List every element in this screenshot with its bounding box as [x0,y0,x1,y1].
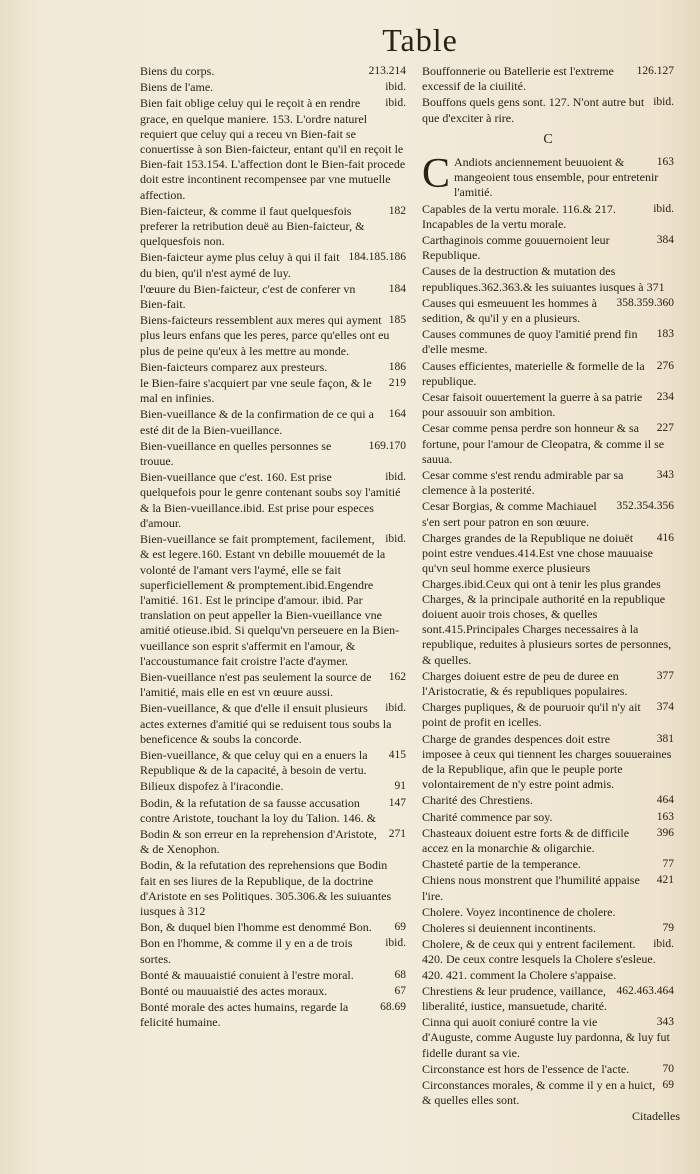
entry-text: Causes efficientes, materielle & formelle de la republique. [422,358,645,388]
page-reference: ibid. [385,97,406,110]
entry-text: Bodin, & la refutation de sa fausse accusation contre Aristote, touchant la loy du Talion. 146. & [140,795,376,825]
entry-text: Biens du corps. [140,64,215,78]
page-reference: 67 [394,984,406,997]
index-entry [422,732,674,793]
page-reference: 219 [388,377,406,390]
index-entry [422,1062,674,1077]
entry-text: Chasteté partie de la temperance. [422,857,581,872]
entry-text: Bien-vueillance se fait promptement, facilement, & est legere.160. Estant vn debille mouuemét de la volonté de l'amant vers l'aymé, elle se fait superficiellement & promptement.ibid.Engendre l'amitié. 161. Est le principe d'amour. ibid. Par translation on peut appeller la Bien-vueillance vne amitié otieuse.ibid. Si quelqu'vn perseuere en la Bien-vueillance son esprit s'affermit en l'amour, & l'accoustumance fait croistre l'acte d'aymer. [140,532,400,668]
index-entry [140,407,406,437]
index-entry [422,1015,674,1061]
index-entry [422,1078,674,1108]
entry-text: Cholere, & de ceux qui y entrent facilement. 420. De ceux contre lesquels la Cholere s'esleue. 420. 421. comment la Cholere s'appaise. [422,937,656,982]
page-reference: 162 [388,670,406,683]
entry-text: Bien-vueillance & de la confirmation de ce qui a esté dit de la Bien-vueillance. [140,407,374,437]
index-entry [422,921,674,936]
page-reference: 70 [662,1062,674,1075]
entry-text: Charges grandes de la Republique ne doiuët point estre vendues.414.Est vne chose mauuaise qu'vn seul homme exerce plusieurs Charges.ibid.Ceux qui ont à tenir les plus grandes Charges, & la principale authorité en la republique doiuent auoir trois choses, & quelles sont.415.Principales Charges necessaires à la republique, reduites à plusieurs sortes de personnes, & quelles. [422,530,672,667]
page-reference: ibid. [385,702,406,715]
index-entry [422,421,674,467]
index-entry [422,873,674,903]
page-reference: 421 [656,874,674,887]
index-entry [140,360,406,375]
entry-text: le Bien-faire s'acquiert par vne seule façon, & le mal en infinies. [140,376,372,406]
index-entry [140,1000,406,1030]
page-reference: 276 [656,359,674,372]
entry-text: Bien-faicteur, & comme il faut quelquesfois preferer la retribution deuë au Bien-faicteur, & quelquesfois non. [140,203,365,249]
page-reference: ibid. [385,533,406,546]
entry-text: Cesar Borgias, & comme Machiauel s'en sert pour patron en son œuure. [422,499,597,529]
index-entry [422,202,674,232]
entry-text: Bodin & son erreur en la reprehension d'Aristote, & de Xenophon. [140,826,377,857]
index-entry [422,669,674,699]
entry-text: Biens de l'ame. [140,80,214,95]
page-reference: ibid. [385,81,406,94]
page-reference: 374 [656,701,674,714]
index-entry [422,700,674,730]
index-entry [140,920,406,935]
entry-text: Choleres si deuiennent incontinents. [422,920,596,935]
entry-text: Chrestiens & leur prudence, vaillance, liberalité, iustice, mansuetude, charité. [422,983,607,1013]
page-reference: 384 [656,234,674,247]
page-reference: 91 [394,780,406,793]
entry-text: Bien fait oblige celuy qui le reçoit à en rendre grace, en quelque maniere. 153. L'ordre naturel requiert que celuy qui a receu vn Bien-fait se conuertisse à son Bien-faicteur, entant qu'il en reçoit le Bien-fait 153.154. L'affection dont le Bien-fait procede doit estre incontinent recompensee par vne mutuelle affection. [140,96,406,202]
page-reference: 147 [388,796,406,809]
entry-text: Bilieux dispofez à l'iracondie. [140,779,284,794]
index-entry [422,826,674,856]
page-reference: ibid. [653,938,674,951]
entry-text: Bon, & duquel bien l'homme est denommé Bon. [140,920,372,935]
entry-text: Bien-faicteurs comparez aux presteurs. [140,359,328,374]
page-reference: 69 [394,921,406,934]
index-entry [140,968,406,983]
index-entry [140,313,406,359]
index-entry [422,359,674,389]
entry-text: Bien-vueillance en quelles personnes se trouue. [140,438,332,469]
catchword: Citadelles [632,1109,680,1123]
index-entry [422,95,674,125]
page-reference: 464 [656,794,674,807]
entry-text: Causes communes de quoy l'amitié prend fin d'elle mesme. [422,327,638,357]
page-reference: 396 [656,826,674,839]
entry-text: Andiots anciennement beuuoient & mangeoient tous ensemble, pour entretenir l'amitié. [454,155,659,200]
index-entry [140,701,406,747]
entry-text: l'œuure du Bien-faicteur, c'est de conferer vn Bien-fait. [140,281,356,312]
index-entry [140,779,406,794]
index-entry [140,80,406,95]
entry-text: Bodin, & la refutation des reprehensions que Bodin fait en ses liures de la Republique, de la doctrine d'Aristote en ses Politiques. 305.306.& les suiuantes iusques à 312 [140,858,392,918]
index-entry [140,470,406,531]
index-entry [422,499,674,529]
page-reference: 163 [656,156,674,169]
index-entry [422,264,674,294]
page-reference: 377 [656,669,674,682]
page-reference: 68.69 [380,1001,406,1014]
page-reference: ibid. [653,96,674,109]
page-reference: ibid. [385,937,406,950]
right-column [422,64,674,1109]
page-reference: 234 [656,391,674,404]
entry-text: Biens-faicteurs ressemblent aux meres qui ayment plus leurs enfans que les peres, parce qu'elles ont eu plus de peine qu'eux à les mettre au monde. [140,313,390,358]
entry-text: Circonstance est hors de l'essence de l'acte. [422,1061,630,1076]
page-reference: 213.214 [368,65,406,77]
index-entry [140,858,406,919]
entry-text: Causes qui esmeuuent les hommes à sedition, & qu'il y en a plusieurs. [422,295,597,326]
index-entry [140,64,406,79]
page-reference: ibid. [385,471,406,484]
entry-text: Bonté & mauuaistié conuient à l'estre moral. [140,967,354,982]
index-entry [140,204,406,250]
page-reference: 184 [388,282,406,295]
page-reference: 68 [394,968,406,981]
index-entry [140,376,406,406]
page-reference: 352.354.356 [616,500,674,513]
page-reference: 358.359.360 [616,296,674,309]
entry-text: Bouffons quels gens sont. 127. N'ont autre but que d'exciter à rire. [422,95,645,125]
index-entry [422,296,674,326]
index-entry [422,468,674,498]
page-reference: 462.463.464 [616,984,674,997]
page-reference: 184.185.186 [348,251,406,264]
entry-text: Cesar comme pensa perdre son honneur & sa fortune, pour l'amour de Cleopatra, & comme il se sauua. [422,421,665,466]
entry-text: Bonté ou mauuaistié des actes moraux. [140,983,328,998]
page-reference: 126.127 [636,65,674,77]
entry-text: Cholere. Voyez incontinence de cholere. [422,904,616,919]
entry-text: Bien-vueillance que c'est. 160. Est prise quelquefois pour le genre contenant soubs soy l'amitié & la Bien-vueillance.ibid. Est prise pour especes d'amour. [140,470,401,530]
entry-text: Capables de la vertu morale. 116.& 217. Incapables de la vertu morale. [422,201,616,231]
entry-text: Bouffonnerie ou Batellerie est l'extreme excessif de la ciuilité. [422,64,614,94]
left-column [140,64,406,1032]
index-entry [422,233,674,263]
page-reference: 164 [388,408,406,421]
index-entry [422,984,674,1014]
index-entry [140,532,406,669]
entry-text: Cinna qui auoit coniuré contre la vie d'Auguste, comme Auguste luy pardonna, & luy fut fidelle durant sa vie. [422,1015,670,1060]
index-entry [422,327,674,357]
index-entry [422,905,674,920]
page-reference: 163 [656,810,674,823]
entry-text: Bon en l'homme, & comme il y en a de trois sortes. [140,936,353,966]
page-title: Table [382,22,458,58]
entry-text: Charité commence par soy. [422,809,553,824]
drop-cap: C [422,151,451,198]
page-reference: 186 [388,360,406,373]
index-entry [422,390,674,420]
index-entry [140,439,406,469]
page-reference: 79 [662,921,674,934]
section-letter: C [543,131,553,147]
index-entry [140,984,406,999]
entry-text: Charges doiuent estre de peu de duree en l'Aristocratie, & és republiques populaires. [422,668,628,698]
entry-text: Bien-vueillance, & que d'elle il ensuit plusieurs actes externes d'amitié qui se reduisent tous soubs la beneficence & soubs la concorde. [140,701,392,746]
index-entry [422,531,674,668]
index-entry [422,151,674,201]
page-reference: 77 [662,858,674,871]
entry-text: Circonstances morales, & comme il y en a huict, & quelles elles sont. [422,1078,656,1108]
page-reference: 271 [388,827,406,840]
entry-text: Chiens nous monstrent que l'humilité appaise l'ire. [422,873,640,903]
index-entry [422,810,674,825]
index-entry [140,748,406,778]
index-entry [140,827,406,857]
entry-text: Cesar comme s'est rendu admirable par sa clemence à la posterité. [422,468,624,498]
index-entry [140,936,406,966]
page-reference: 381 [656,732,674,745]
index-entry [422,857,674,872]
index-entry [422,793,674,808]
entry-text: Chasteaux doiuent estre forts & de difficile accez en la monarchie & oligarchie. [422,825,630,855]
page-reference: 182 [388,204,406,217]
entry-text: Bien-vueillance n'est pas seulement la source de l'amitié, mais elle en est vn œuure aussi. [140,669,372,700]
page-reference: 69 [662,1079,674,1091]
index-entry [140,670,406,700]
entry-text: Bien-vueillance, & que celuy qui en a enuers la Republique & de la capacité, à besoin de vertu. [140,747,368,778]
entry-text: Bien-faicteur ayme plus celuy à qui il fait du bien, qu'il n'est aymé de luy. [140,250,340,280]
index-entry [140,282,406,312]
page-reference: 227 [656,422,674,435]
page-reference: 185 [388,314,406,327]
page-reference: 183 [656,328,674,341]
entry-text: Cesar faisoit ouuertement la guerre à sa patrie pour assouuir son ambition. [422,390,643,420]
index-entry [140,250,406,280]
page-reference: 169.170 [368,439,406,452]
page-reference: 416 [656,531,674,544]
page-reference: 415 [388,748,406,761]
page-reference: ibid. [653,202,674,215]
entry-text: Carthaginois comme gouuernoient leur Republique. [422,233,610,263]
index-entry [422,937,674,983]
entry-text: Charge de grandes despences doit estre imposee à ceux qui tiennent les charges souueraines de la Republique, afin que le peuple porte volontairement de n'y estre point admis. [422,731,672,792]
index-entry [140,796,406,826]
entry-text: Charges pupliques, & de pouruoir qu'il n'y ait point de profit en icelles. [422,700,641,730]
index-entry [140,96,406,202]
entry-text: Charité des Chrestiens. [422,793,533,808]
page-reference: 343 [656,469,674,482]
index-entry [422,64,674,94]
entry-text: Bonté morale des actes humains, regarde la felicité humaine. [140,1000,349,1030]
entry-text: Causes de la destruction & mutation des republiques.362.363.& les suiuantes iusques à 371 [422,264,665,294]
page-reference: 343 [656,1016,674,1029]
